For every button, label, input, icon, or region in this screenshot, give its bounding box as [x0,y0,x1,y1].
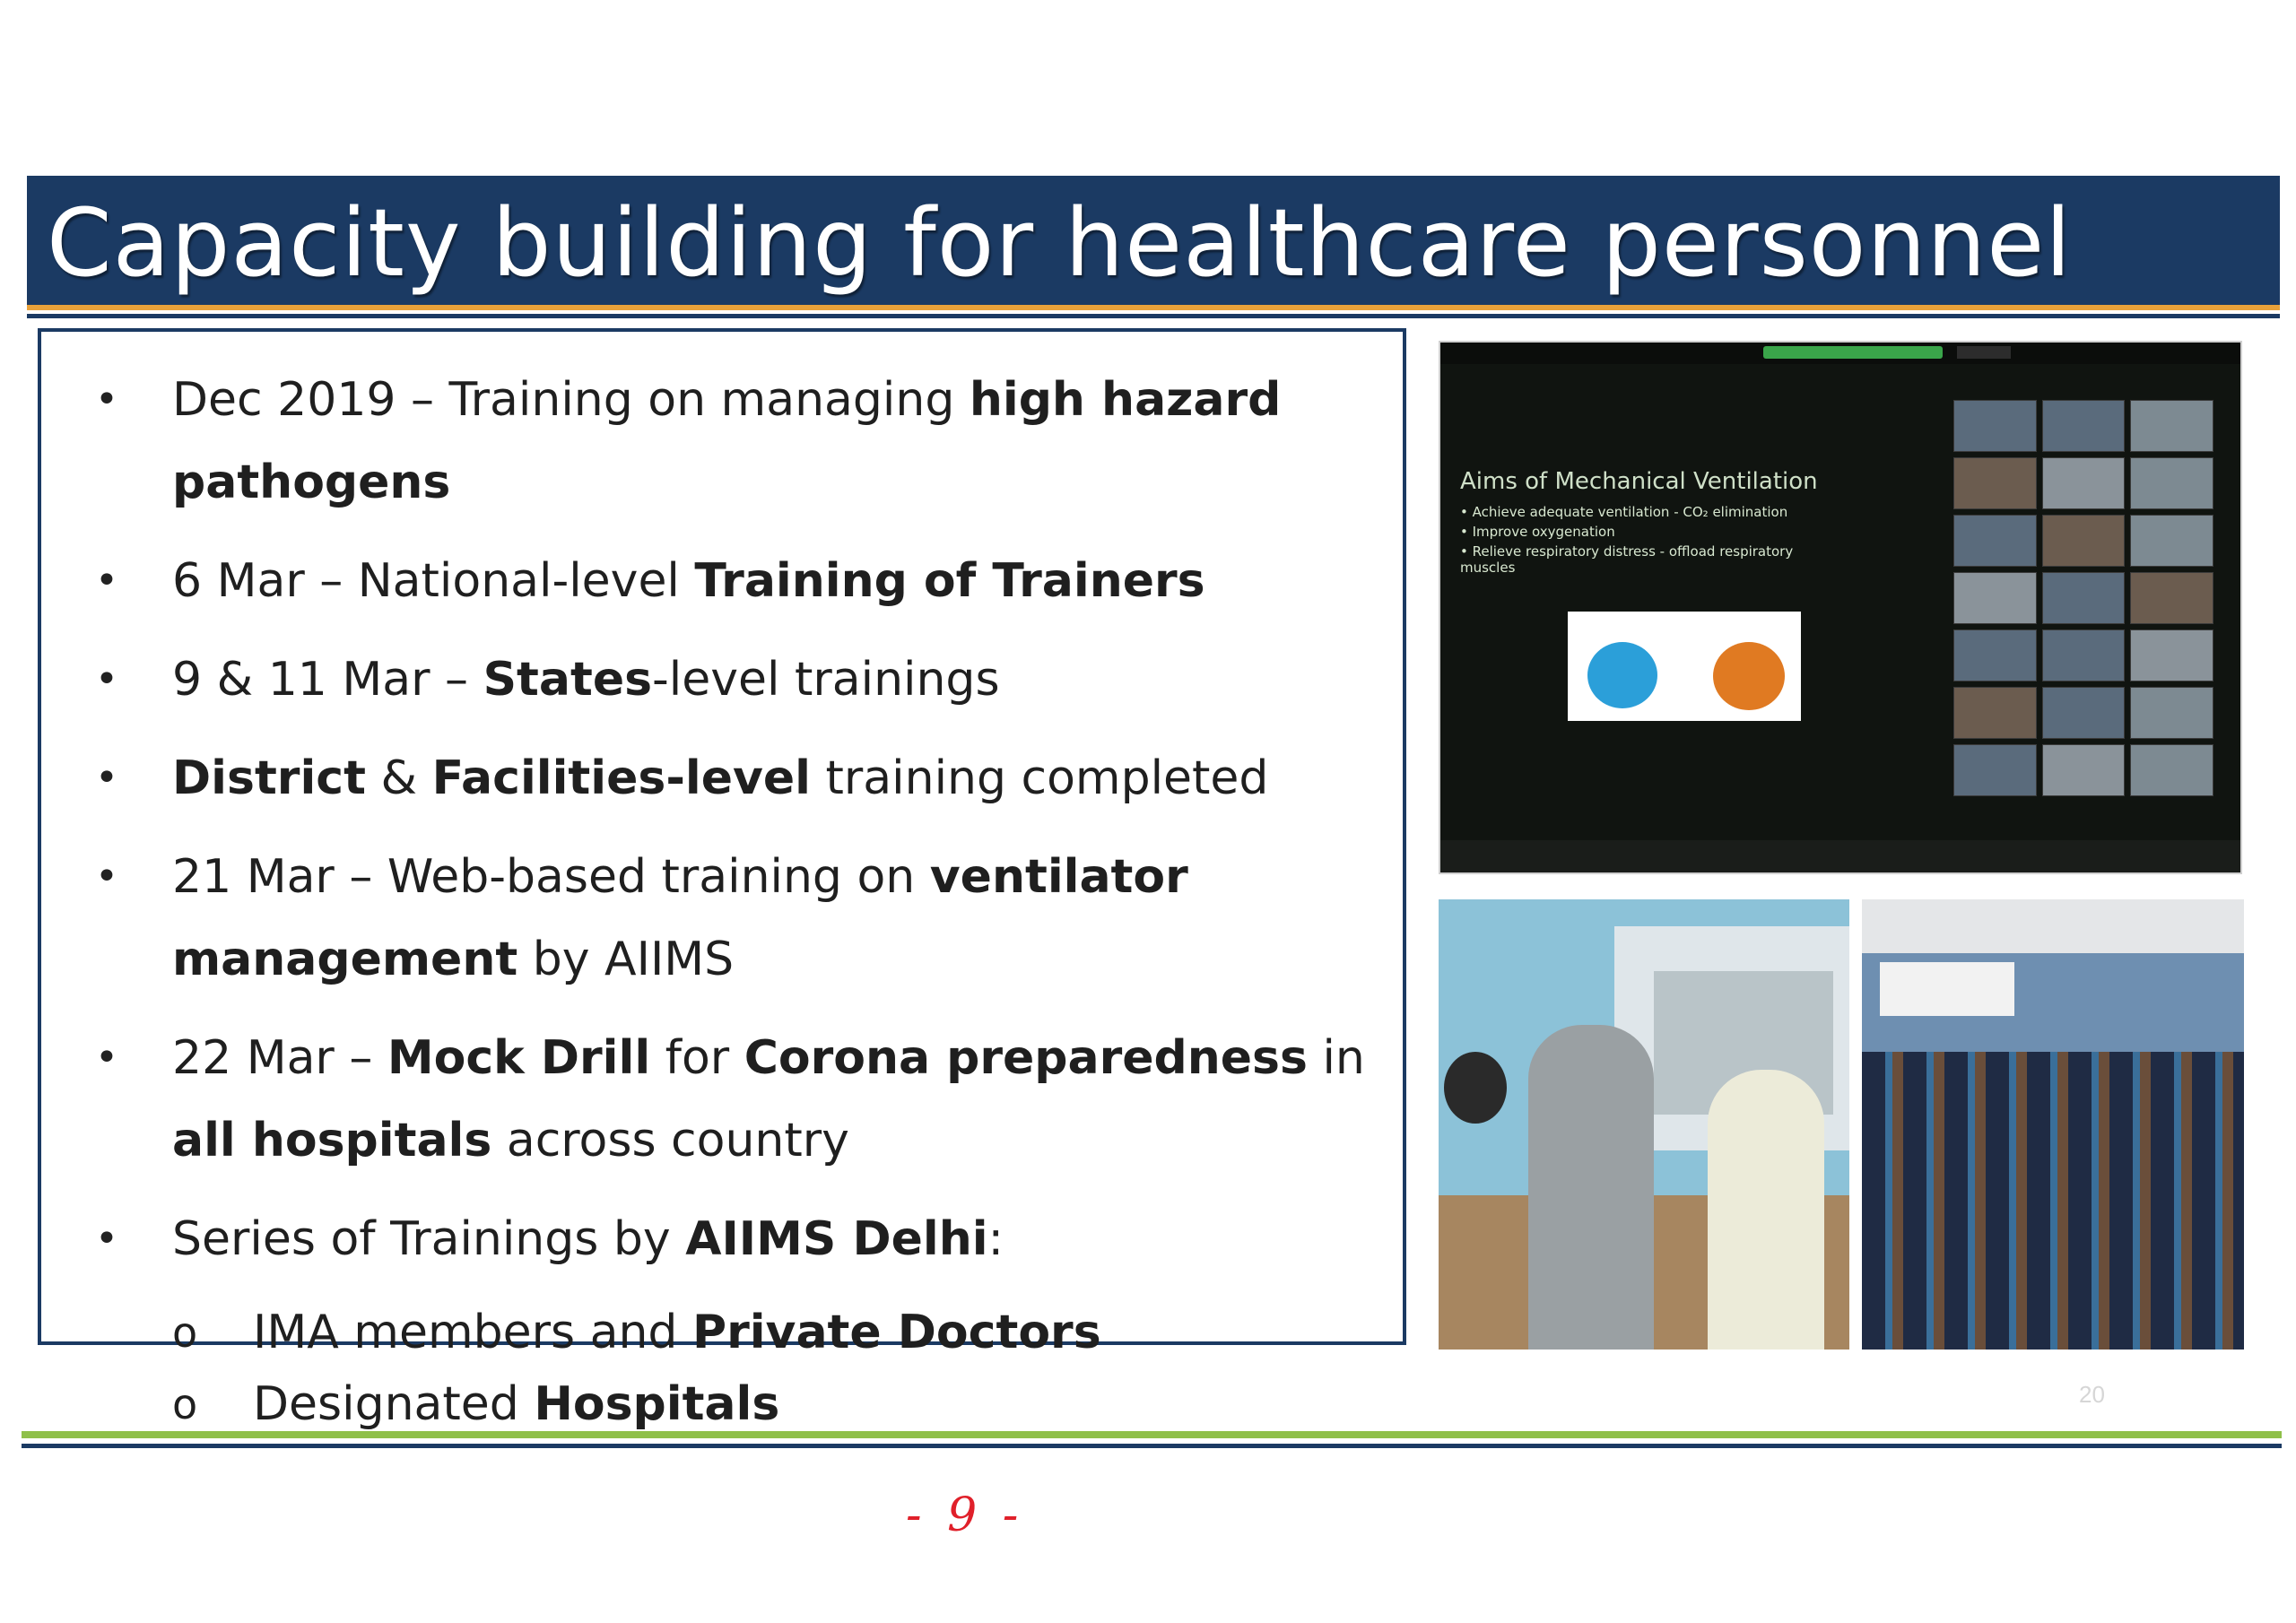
vc-slide-line: • Achieve adequate ventilation - CO₂ elimination [1460,504,1788,520]
participant-tile [1953,629,2037,681]
text-segment: & [365,751,432,805]
vc-meeting-banner [1763,346,1943,359]
bullet-dot-icon: • [95,656,118,702]
text-segment: District [172,751,366,805]
text-segment: Corona preparedness [744,1031,1308,1085]
handwritten-page-mark: - 9 - [906,1488,1024,1542]
bullet-dot-icon: • [95,377,118,422]
sub-bullet-item [172,1368,1381,1440]
participant-tile [1953,572,2037,624]
vc-view-options [1957,346,2011,359]
text-segment: 9 & 11 Mar – [172,653,483,707]
bullet-item [91,1198,1381,1280]
lung-blue-icon [1587,642,1657,708]
text-segment: by AIIMS [517,933,735,986]
text-segment: Training of Trainers [694,554,1205,608]
vc-slide-line: • Improve oxygenation [1460,524,1615,540]
sub-bullet-circle-icon: o [172,1308,198,1357]
text-segment: all hospitals [172,1114,492,1167]
text-segment: -level trainings [652,653,1000,707]
bullet-dot-icon: • [95,854,118,899]
participant-tile [2042,687,2126,739]
participant-tile [1953,687,2037,739]
emblem [1444,1052,1507,1124]
person-in-ppe [1528,1025,1654,1350]
participant-tile [2130,687,2213,739]
participant-tile [1953,457,2037,509]
text-segment: Hospitals [534,1377,780,1431]
bullet-panel [38,328,1406,1431]
participant-tile [2042,457,2126,509]
footer-rule-green [22,1431,2282,1438]
bullet-item [91,359,1381,524]
text-segment: IMA members and [253,1306,692,1359]
auditorium-photo [1862,899,2244,1350]
slide-title: Capacity building for healthcare personnel [47,188,2073,298]
bullet-item [91,1017,1381,1182]
participant-tile [2042,744,2126,796]
text-segment: 22 Mar – [172,1031,387,1085]
footer-rule-blue [22,1444,2282,1448]
auditorium-ceiling [1862,899,2244,953]
title-underline-blue [27,314,2280,318]
text-segment: high hazard pathogens [172,373,1282,509]
training-demo-photo [1439,899,1849,1350]
participant-tile [2042,400,2126,452]
bullet-dot-icon: • [95,755,118,801]
bullet-item [91,836,1381,1001]
text-segment: training completed [811,751,1269,805]
vc-slide-line: • Relieve respiratory distress - offload respiratory muscles [1460,543,1794,576]
sub-bullet-list [91,1297,1381,1440]
vc-slide-title: Aims of Mechanical Ventilation [1460,468,1818,495]
bullet-list [91,359,1381,1280]
text-segment: in [1307,1031,1365,1085]
page-number: 20 [2079,1381,2105,1408]
participant-tile [2130,629,2213,681]
text-segment: across country [491,1114,849,1167]
participant-tile [1953,515,2037,567]
participant-tile [2042,515,2126,567]
bullet-dot-icon: • [95,558,118,603]
text-segment: Facilities-level [431,751,811,805]
text-segment: Private Doctors [691,1306,1101,1359]
participant-tile [2130,400,2213,452]
text-segment: States [483,653,653,707]
sub-bullet-item [172,1297,1381,1368]
participant-tile [1953,400,2037,452]
text-segment: 6 Mar – National-level [172,554,695,608]
participant-tile [2130,744,2213,796]
text-segment: 21 Mar – Web-based training on [172,850,930,904]
presenter [1708,1070,1824,1350]
text-segment: Mock Drill [387,1031,651,1085]
participant-tile [1953,744,2037,796]
participant-tile [2042,629,2126,681]
bullet-dot-icon: • [95,1216,118,1262]
title-band [27,176,2280,310]
text-segment: Designated [253,1377,535,1431]
bullet-item [91,737,1381,820]
text-segment: for [650,1031,744,1085]
sub-bullet-circle-icon: o [172,1380,198,1428]
text-segment: AIIMS Delhi [685,1212,988,1266]
stage-banner [1880,962,2014,1016]
participant-tile [2130,457,2213,509]
text-segment: ventilator management [172,850,1188,986]
lung-orange-icon [1713,642,1785,710]
text-segment: Dec 2019 – Training on managing [172,373,970,427]
participant-tile [2042,572,2126,624]
participant-tile [2130,515,2213,567]
text-segment: : [987,1212,1004,1266]
title-underline-orange [27,305,2280,310]
vc-bottom-toolbar [1440,840,2240,872]
participant-tile [2130,572,2213,624]
video-conference-screenshot [1439,341,2242,874]
vc-participant-grid [1953,400,2213,820]
audience [1862,1052,2244,1350]
bullet-item [91,540,1381,622]
bullet-item [91,638,1381,721]
vc-lung-diagram [1568,612,1801,721]
text-segment: Series of Trainings by [172,1212,686,1266]
bullet-dot-icon: • [95,1035,118,1081]
